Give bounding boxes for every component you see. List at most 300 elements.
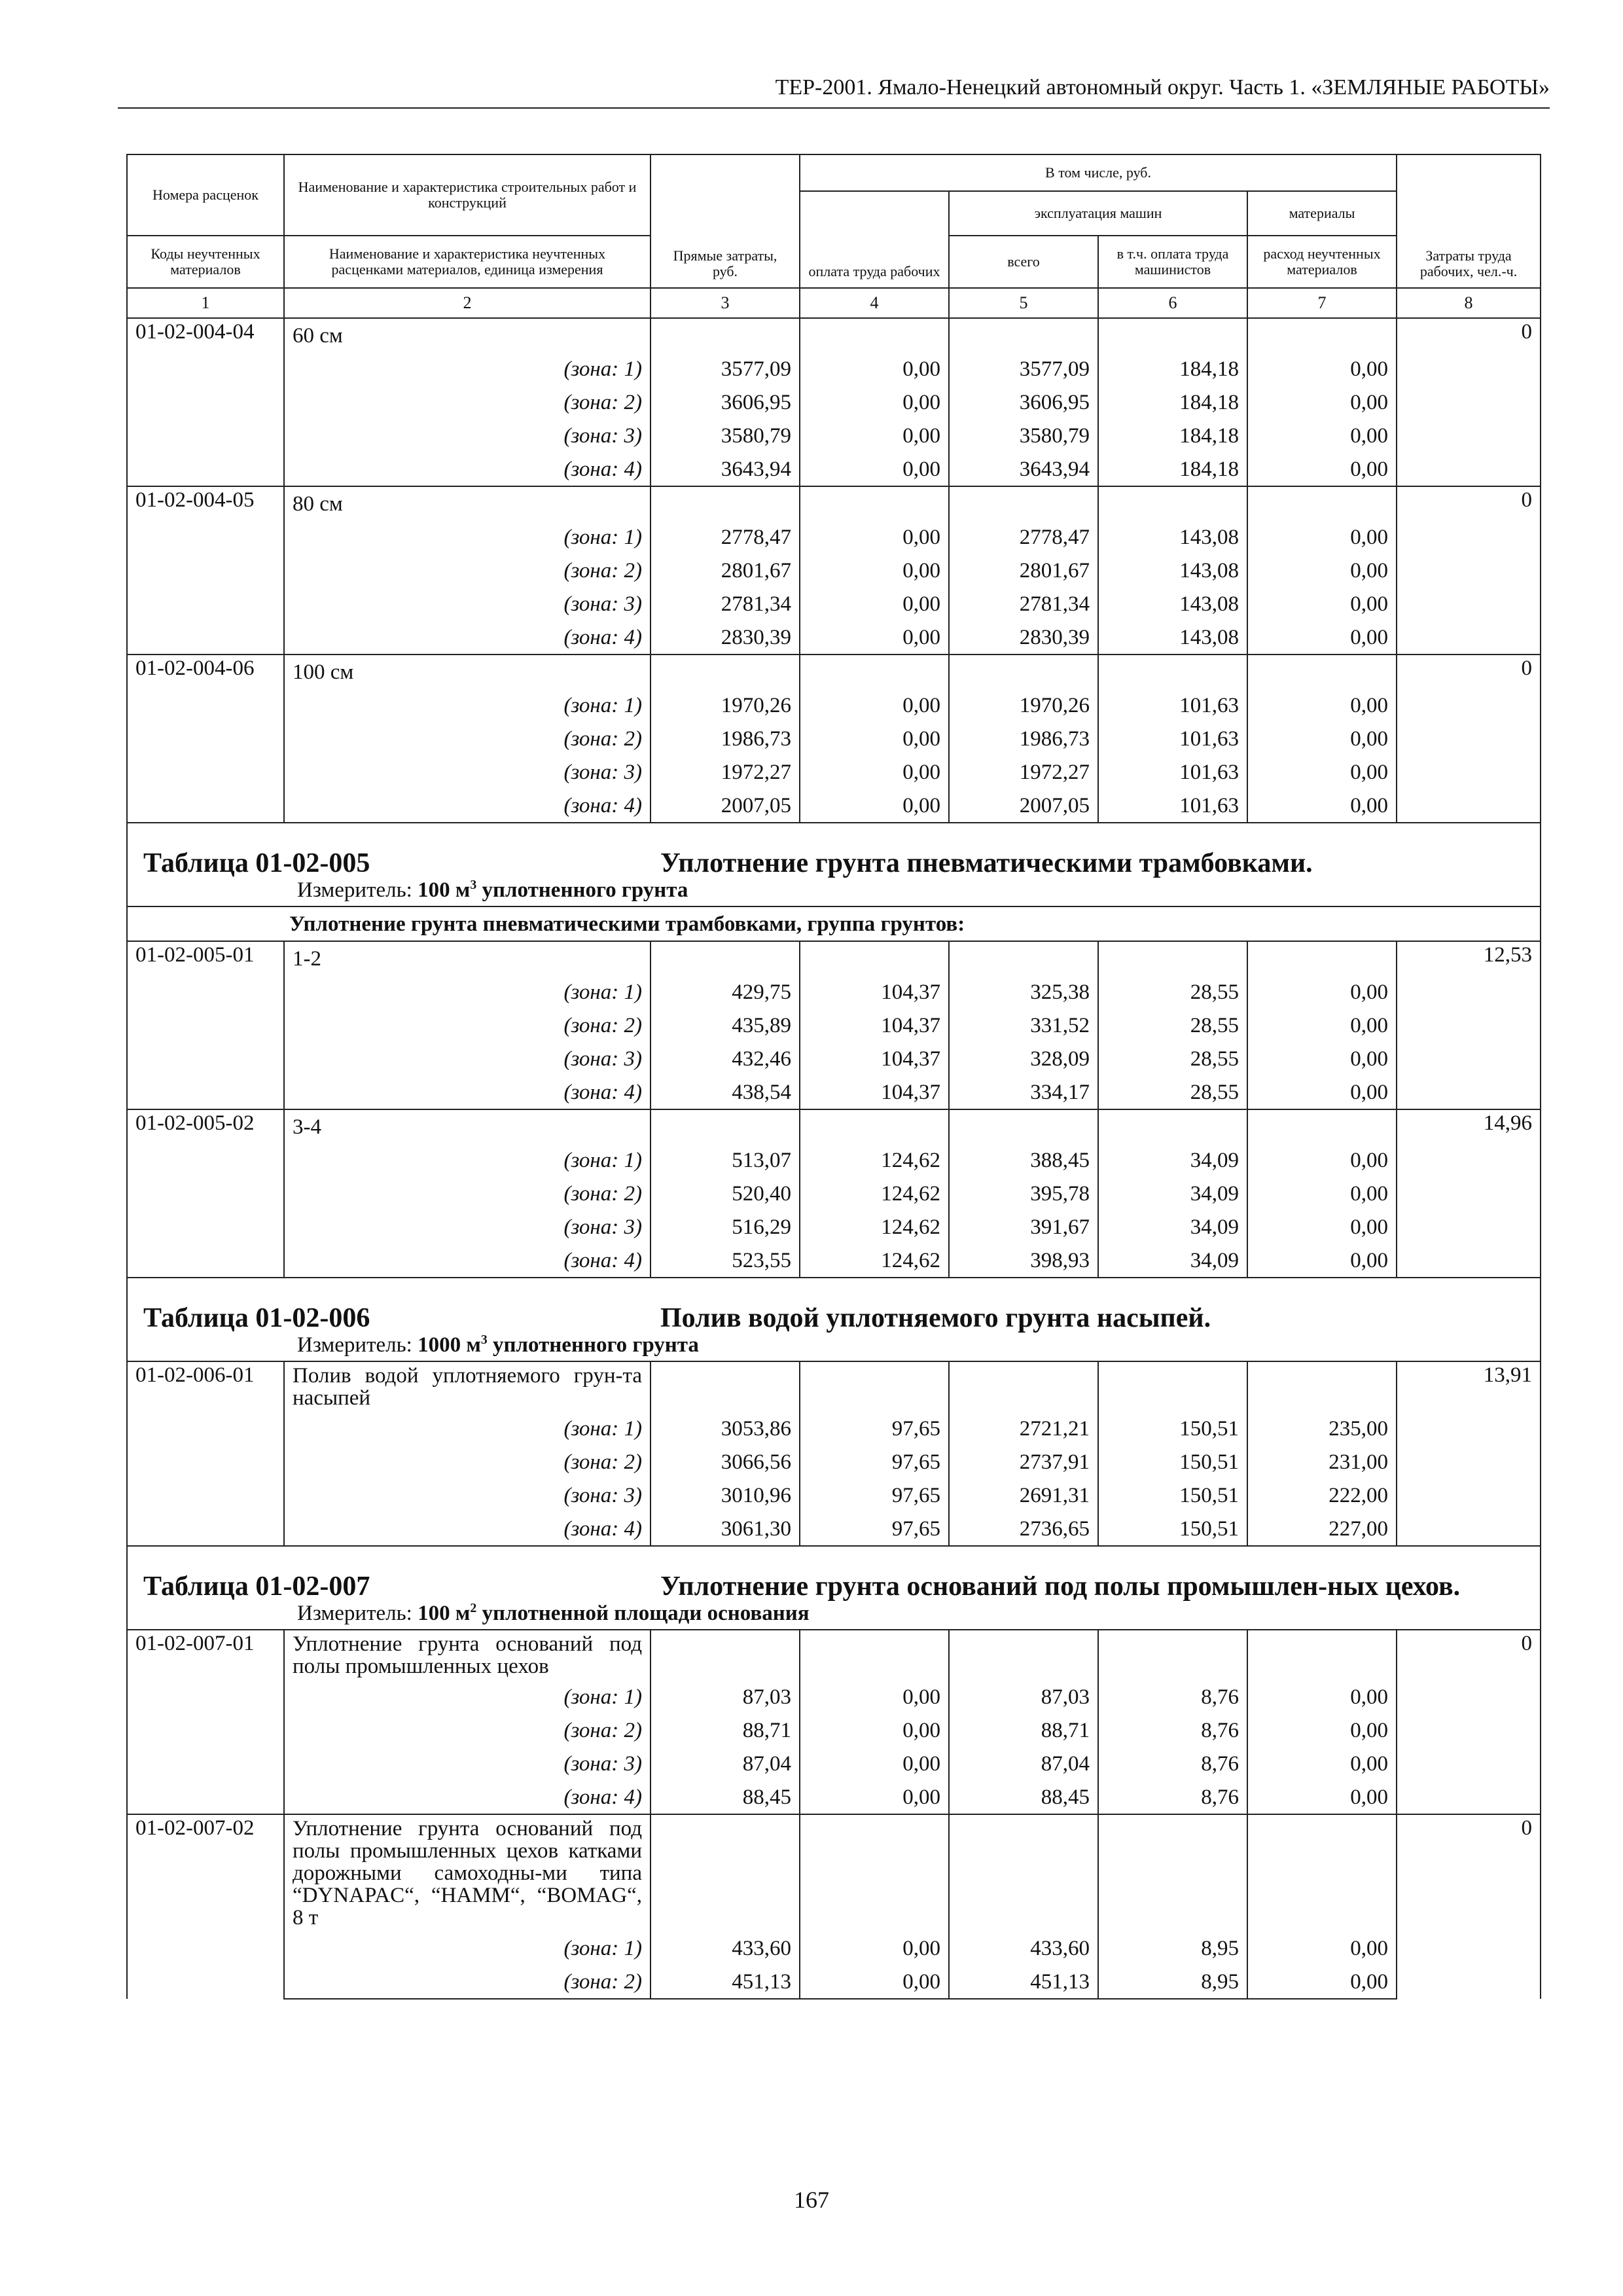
materials-cost: 0,00 bbox=[1247, 386, 1397, 419]
zone-row bbox=[127, 1680, 1541, 1713]
empty-cell bbox=[651, 941, 800, 975]
empty-cell bbox=[949, 1109, 1098, 1143]
direct-cost: 435,89 bbox=[651, 1009, 800, 1042]
wages-cost: 104,37 bbox=[800, 1009, 949, 1042]
unit-rest: уплотненного грунта bbox=[492, 1333, 699, 1357]
direct-cost: 520,40 bbox=[651, 1177, 800, 1210]
machinist-wages-cost: 28,55 bbox=[1098, 1042, 1247, 1075]
unit-value: 100 м bbox=[418, 1602, 471, 1625]
col-name-bottom: Наименование и характеристика неучтенных расценками материалов, единица измерения bbox=[284, 236, 651, 288]
machines-cost: 3580,79 bbox=[949, 419, 1098, 452]
machines-cost: 398,93 bbox=[949, 1244, 1098, 1278]
machinist-wages-cost: 150,51 bbox=[1098, 1412, 1247, 1445]
rate-name: Уплотнение грунта оснований под полы промышленных цехов катками дорожными самоходны-ми типа “DYNAPAC“, “HAMM“, “BOMAG“, 8 т bbox=[284, 1814, 651, 1931]
group-heading: Уплотнение грунта пневматическими трамбовками, группа грунтов: bbox=[127, 906, 1541, 941]
wages-cost: 124,62 bbox=[800, 1210, 949, 1244]
materials-cost: 0,00 bbox=[1247, 689, 1397, 722]
empty-cell bbox=[1098, 941, 1247, 975]
machinist-wages-cost: 184,18 bbox=[1098, 352, 1247, 386]
table-row bbox=[127, 1361, 1541, 1412]
empty-cell bbox=[1098, 1361, 1247, 1412]
materials-cost: 231,00 bbox=[1247, 1445, 1397, 1479]
rate-name: 60 см bbox=[284, 318, 651, 352]
materials-cost: 0,00 bbox=[1247, 789, 1397, 823]
machinist-wages-cost: 34,09 bbox=[1098, 1244, 1247, 1278]
col-number: 6 bbox=[1098, 288, 1247, 318]
zone-row bbox=[127, 452, 1541, 486]
empty-cell bbox=[1247, 941, 1397, 975]
zone-row bbox=[127, 386, 1541, 419]
machines-cost: 3606,95 bbox=[949, 386, 1098, 419]
empty-cell bbox=[1098, 318, 1247, 352]
machines-cost: 2778,47 bbox=[949, 520, 1098, 554]
empty-cell bbox=[1098, 1814, 1247, 1931]
zone-row bbox=[127, 1747, 1541, 1780]
machines-cost: 451,13 bbox=[949, 1965, 1098, 1999]
machinist-wages-cost: 101,63 bbox=[1098, 722, 1247, 755]
machinist-wages-cost: 34,09 bbox=[1098, 1210, 1247, 1244]
zone-label: (зона: 1) bbox=[284, 689, 651, 722]
col-number: 1 bbox=[127, 288, 284, 318]
wages-cost: 0,00 bbox=[800, 755, 949, 789]
page-number: 167 bbox=[794, 2187, 829, 2213]
zone-row bbox=[127, 1177, 1541, 1210]
labor-cost: 12,53 bbox=[1397, 941, 1541, 1109]
empty-cell bbox=[949, 1361, 1098, 1412]
wages-cost: 0,00 bbox=[800, 722, 949, 755]
machinist-wages-cost: 28,55 bbox=[1098, 1009, 1247, 1042]
zone-row bbox=[127, 1143, 1541, 1177]
zone-row bbox=[127, 554, 1541, 587]
machinist-wages-cost: 8,76 bbox=[1098, 1713, 1247, 1747]
wages-cost: 0,00 bbox=[800, 620, 949, 655]
table-title: Уплотнение грунта пневматическими трамбовками. bbox=[660, 848, 1313, 878]
unit-power: 3 bbox=[480, 1333, 488, 1347]
direct-cost: 516,29 bbox=[651, 1210, 800, 1244]
empty-cell bbox=[949, 1814, 1098, 1931]
zone-row bbox=[127, 1042, 1541, 1075]
wages-cost: 0,00 bbox=[800, 386, 949, 419]
direct-cost: 3643,94 bbox=[651, 452, 800, 486]
machines-cost: 325,38 bbox=[949, 975, 1098, 1009]
wages-cost: 104,37 bbox=[800, 1042, 949, 1075]
zone-row bbox=[127, 1244, 1541, 1278]
machinist-wages-cost: 8,95 bbox=[1098, 1965, 1247, 1999]
empty-cell bbox=[800, 1109, 949, 1143]
zone-row bbox=[127, 975, 1541, 1009]
col-name-top: Наименование и характеристика строительных работ и конструкций bbox=[284, 154, 651, 236]
table-row bbox=[127, 1630, 1541, 1680]
machines-cost: 88,45 bbox=[949, 1780, 1098, 1814]
wages-cost: 0,00 bbox=[800, 1965, 949, 1999]
direct-cost: 3061,30 bbox=[651, 1512, 800, 1546]
machines-cost: 395,78 bbox=[949, 1177, 1098, 1210]
zone-label: (зона: 2) bbox=[284, 1177, 651, 1210]
machines-cost: 2736,65 bbox=[949, 1512, 1098, 1546]
zone-label: (зона: 4) bbox=[284, 789, 651, 823]
materials-cost: 0,00 bbox=[1247, 1143, 1397, 1177]
section-unit bbox=[143, 877, 1524, 903]
machines-cost: 2781,34 bbox=[949, 587, 1098, 620]
direct-cost: 87,03 bbox=[651, 1680, 800, 1713]
zone-label: (зона: 3) bbox=[284, 1042, 651, 1075]
empty-cell bbox=[800, 486, 949, 520]
unit-power: 3 bbox=[470, 878, 477, 892]
machinist-wages-cost: 150,51 bbox=[1098, 1479, 1247, 1512]
machines-cost: 334,17 bbox=[949, 1075, 1098, 1109]
rate-name: Уплотнение грунта оснований под полы промышленных цехов bbox=[284, 1630, 651, 1680]
zone-row bbox=[127, 352, 1541, 386]
section-cell bbox=[127, 823, 1541, 906]
materials-cost: 227,00 bbox=[1247, 1512, 1397, 1546]
machines-cost: 2801,67 bbox=[949, 554, 1098, 587]
materials-cost: 0,00 bbox=[1247, 520, 1397, 554]
rate-name: Полив водой уплотняемого грун-та насыпей bbox=[284, 1361, 651, 1412]
table-section bbox=[127, 1546, 1541, 1630]
empty-cell bbox=[800, 1814, 949, 1931]
materials-cost: 0,00 bbox=[1247, 554, 1397, 587]
zone-row bbox=[127, 1075, 1541, 1109]
machinist-wages-cost: 143,08 bbox=[1098, 620, 1247, 655]
col-number: 2 bbox=[284, 288, 651, 318]
empty-cell bbox=[651, 1109, 800, 1143]
table-id: Таблица 01-02-006 bbox=[143, 1303, 370, 1333]
col-number: 5 bbox=[949, 288, 1098, 318]
wages-cost: 0,00 bbox=[800, 1747, 949, 1780]
group-heading-row bbox=[127, 906, 1541, 941]
unit-value-wrap bbox=[418, 878, 688, 902]
section-cell bbox=[127, 1278, 1541, 1361]
direct-cost: 3010,96 bbox=[651, 1479, 800, 1512]
zone-row bbox=[127, 520, 1541, 554]
section-title bbox=[143, 1573, 1524, 1600]
materials-cost: 0,00 bbox=[1247, 1780, 1397, 1814]
machines-cost: 2691,31 bbox=[949, 1479, 1098, 1512]
direct-cost: 513,07 bbox=[651, 1143, 800, 1177]
materials-cost: 0,00 bbox=[1247, 1680, 1397, 1713]
rate-name: 80 см bbox=[284, 486, 651, 520]
zone-label: (зона: 1) bbox=[284, 1143, 651, 1177]
machinist-wages-cost: 28,55 bbox=[1098, 1075, 1247, 1109]
materials-cost: 0,00 bbox=[1247, 1747, 1397, 1780]
machines-cost: 2737,91 bbox=[949, 1445, 1098, 1479]
direct-cost: 432,46 bbox=[651, 1042, 800, 1075]
empty-cell bbox=[1247, 1109, 1397, 1143]
wages-cost: 0,00 bbox=[800, 587, 949, 620]
col-machinist-wages: в т.ч. оплата труда машинистов bbox=[1098, 236, 1247, 288]
empty-cell bbox=[1247, 1361, 1397, 1412]
wages-cost: 124,62 bbox=[800, 1244, 949, 1278]
empty-cell bbox=[800, 1630, 949, 1680]
zone-label: (зона: 1) bbox=[284, 1931, 651, 1965]
machinist-wages-cost: 28,55 bbox=[1098, 975, 1247, 1009]
table-row bbox=[127, 486, 1541, 520]
col-machines: эксплуатация машин bbox=[949, 191, 1247, 236]
table-section bbox=[127, 823, 1541, 906]
wages-cost: 0,00 bbox=[800, 452, 949, 486]
machines-cost: 391,67 bbox=[949, 1210, 1098, 1244]
materials-cost: 235,00 bbox=[1247, 1412, 1397, 1445]
materials-cost: 0,00 bbox=[1247, 419, 1397, 452]
zone-row bbox=[127, 1780, 1541, 1814]
labor-cost: 0 bbox=[1397, 655, 1541, 823]
zone-label: (зона: 2) bbox=[284, 1965, 651, 1999]
empty-cell bbox=[800, 941, 949, 975]
machinist-wages-cost: 34,09 bbox=[1098, 1177, 1247, 1210]
table-section bbox=[127, 1278, 1541, 1361]
table-title: Полив водой уплотняемого грунта насыпей. bbox=[660, 1303, 1211, 1333]
empty-cell bbox=[949, 486, 1098, 520]
direct-cost: 433,60 bbox=[651, 1931, 800, 1965]
direct-cost: 429,75 bbox=[651, 975, 800, 1009]
materials-cost: 0,00 bbox=[1247, 1931, 1397, 1965]
machinist-wages-cost: 8,95 bbox=[1098, 1931, 1247, 1965]
machinist-wages-cost: 184,18 bbox=[1098, 386, 1247, 419]
materials-cost: 0,00 bbox=[1247, 1210, 1397, 1244]
materials-cost: 0,00 bbox=[1247, 620, 1397, 655]
table-title: Уплотнение грунта оснований под полы промышлен-ных цехов. bbox=[660, 1571, 1461, 1602]
zone-label: (зона: 2) bbox=[284, 722, 651, 755]
machines-cost: 1986,73 bbox=[949, 722, 1098, 755]
wages-cost: 0,00 bbox=[800, 689, 949, 722]
rate-name: 100 см bbox=[284, 655, 651, 689]
wages-cost: 124,62 bbox=[800, 1143, 949, 1177]
zone-label: (зона: 4) bbox=[284, 1075, 651, 1109]
col-number: 8 bbox=[1397, 288, 1541, 318]
section-unit bbox=[143, 1332, 1524, 1358]
zone-label: (зона: 2) bbox=[284, 1009, 651, 1042]
table-header bbox=[127, 154, 1541, 318]
empty-cell bbox=[800, 1361, 949, 1412]
unit-label: Измеритель: bbox=[297, 878, 412, 902]
machines-cost: 3577,09 bbox=[949, 352, 1098, 386]
empty-cell bbox=[800, 655, 949, 689]
empty-cell bbox=[800, 318, 949, 352]
direct-cost: 3580,79 bbox=[651, 419, 800, 452]
col-including: В том числе, руб. bbox=[800, 154, 1397, 191]
wages-cost: 0,00 bbox=[800, 554, 949, 587]
materials-cost: 0,00 bbox=[1247, 1009, 1397, 1042]
section-heading bbox=[135, 823, 1532, 906]
empty-cell bbox=[1098, 486, 1247, 520]
zone-label: (зона: 3) bbox=[284, 755, 651, 789]
machines-cost: 2007,05 bbox=[949, 789, 1098, 823]
machinist-wages-cost: 184,18 bbox=[1098, 419, 1247, 452]
empty-cell bbox=[651, 1814, 800, 1931]
direct-cost: 88,45 bbox=[651, 1780, 800, 1814]
zone-row bbox=[127, 755, 1541, 789]
rate-code: 01-02-007-01 bbox=[127, 1630, 284, 1814]
machinist-wages-cost: 8,76 bbox=[1098, 1680, 1247, 1713]
zone-row bbox=[127, 1931, 1541, 1965]
rate-code: 01-02-005-02 bbox=[127, 1109, 284, 1278]
zone-row bbox=[127, 587, 1541, 620]
zone-row bbox=[127, 722, 1541, 755]
zone-row bbox=[127, 1479, 1541, 1512]
empty-cell bbox=[1247, 1814, 1397, 1931]
table-row bbox=[127, 1814, 1541, 1931]
machinist-wages-cost: 8,76 bbox=[1098, 1747, 1247, 1780]
empty-cell bbox=[651, 1630, 800, 1680]
direct-cost: 523,55 bbox=[651, 1244, 800, 1278]
unit-label: Измеритель: bbox=[297, 1602, 412, 1625]
zone-row bbox=[127, 1445, 1541, 1479]
direct-cost: 2007,05 bbox=[651, 789, 800, 823]
empty-cell bbox=[651, 318, 800, 352]
table-row bbox=[127, 941, 1541, 975]
empty-cell bbox=[1098, 1630, 1247, 1680]
zone-row bbox=[127, 419, 1541, 452]
zone-row bbox=[127, 1713, 1541, 1747]
materials-cost: 0,00 bbox=[1247, 1965, 1397, 1999]
empty-cell bbox=[651, 655, 800, 689]
price-table bbox=[126, 154, 1541, 2000]
col-wages: оплата труда рабочих bbox=[800, 191, 949, 288]
materials-cost: 0,00 bbox=[1247, 1244, 1397, 1278]
zone-label: (зона: 1) bbox=[284, 975, 651, 1009]
rate-code: 01-02-005-01 bbox=[127, 941, 284, 1109]
rate-code: 01-02-004-04 bbox=[127, 318, 284, 486]
zone-row bbox=[127, 620, 1541, 655]
zone-label: (зона: 1) bbox=[284, 520, 651, 554]
rate-name: 1-2 bbox=[284, 941, 651, 975]
empty-cell bbox=[1098, 1109, 1247, 1143]
zone-label: (зона: 2) bbox=[284, 1445, 651, 1479]
zone-label: (зона: 4) bbox=[284, 1244, 651, 1278]
empty-cell bbox=[1247, 318, 1397, 352]
wages-cost: 0,00 bbox=[800, 352, 949, 386]
materials-cost: 0,00 bbox=[1247, 1713, 1397, 1747]
wages-cost: 0,00 bbox=[800, 1680, 949, 1713]
col-materials-unaccounted: расход неучтенных материалов bbox=[1247, 236, 1397, 288]
materials-cost: 0,00 bbox=[1247, 755, 1397, 789]
direct-cost: 88,71 bbox=[651, 1713, 800, 1747]
unit-label: Измеритель: bbox=[297, 1333, 412, 1357]
machines-cost: 2721,21 bbox=[949, 1412, 1098, 1445]
machines-cost: 1972,27 bbox=[949, 755, 1098, 789]
table-id: Таблица 01-02-005 bbox=[143, 848, 370, 878]
machines-cost: 87,04 bbox=[949, 1747, 1098, 1780]
zone-label: (зона: 3) bbox=[284, 587, 651, 620]
machinist-wages-cost: 101,63 bbox=[1098, 755, 1247, 789]
empty-cell bbox=[651, 1361, 800, 1412]
zone-label: (зона: 4) bbox=[284, 452, 651, 486]
zone-row bbox=[127, 1412, 1541, 1445]
wages-cost: 104,37 bbox=[800, 975, 949, 1009]
machines-cost: 388,45 bbox=[949, 1143, 1098, 1177]
materials-cost: 0,00 bbox=[1247, 352, 1397, 386]
machines-cost: 87,03 bbox=[949, 1680, 1098, 1713]
table-row bbox=[127, 1109, 1541, 1143]
section-title bbox=[143, 850, 1524, 877]
rate-code: 01-02-004-05 bbox=[127, 486, 284, 655]
direct-cost: 1970,26 bbox=[651, 689, 800, 722]
direct-cost: 2778,47 bbox=[651, 520, 800, 554]
machines-cost: 2830,39 bbox=[949, 620, 1098, 655]
empty-cell bbox=[1247, 1630, 1397, 1680]
machines-cost: 331,52 bbox=[949, 1009, 1098, 1042]
section-cell bbox=[127, 1546, 1541, 1630]
direct-cost: 438,54 bbox=[651, 1075, 800, 1109]
materials-cost: 0,00 bbox=[1247, 1042, 1397, 1075]
empty-cell bbox=[1098, 655, 1247, 689]
machinist-wages-cost: 150,51 bbox=[1098, 1512, 1247, 1546]
section-unit bbox=[143, 1600, 1524, 1626]
direct-cost: 3577,09 bbox=[651, 352, 800, 386]
unit-rest: уплотненной площади основания bbox=[482, 1602, 810, 1625]
labor-cost: 0 bbox=[1397, 486, 1541, 655]
unit-value-wrap bbox=[418, 1333, 699, 1357]
wages-cost: 124,62 bbox=[800, 1177, 949, 1210]
empty-cell bbox=[949, 941, 1098, 975]
col-machines-total: всего bbox=[949, 236, 1098, 288]
col-number: 3 bbox=[651, 288, 800, 318]
col-number: 7 bbox=[1247, 288, 1397, 318]
empty-cell bbox=[949, 1630, 1098, 1680]
materials-cost: 0,00 bbox=[1247, 587, 1397, 620]
zone-label: (зона: 1) bbox=[284, 1680, 651, 1713]
section-heading bbox=[135, 1547, 1532, 1629]
machinist-wages-cost: 143,08 bbox=[1098, 520, 1247, 554]
direct-cost: 3066,56 bbox=[651, 1445, 800, 1479]
zone-row bbox=[127, 689, 1541, 722]
wages-cost: 97,65 bbox=[800, 1512, 949, 1546]
labor-cost: 0 bbox=[1397, 318, 1541, 486]
running-header: ТЕР-2001. Ямало-Ненецкий автономный округ. Часть 1. «ЗЕМЛЯНЫЕ РАБОТЫ» bbox=[118, 73, 1550, 109]
unit-value: 100 м bbox=[418, 878, 471, 902]
empty-cell bbox=[1247, 486, 1397, 520]
table-body bbox=[127, 318, 1541, 1999]
unit-value-wrap bbox=[418, 1602, 810, 1625]
labor-cost: 14,96 bbox=[1397, 1109, 1541, 1278]
machinist-wages-cost: 8,76 bbox=[1098, 1780, 1247, 1814]
rate-code: 01-02-004-06 bbox=[127, 655, 284, 823]
machinist-wages-cost: 150,51 bbox=[1098, 1445, 1247, 1479]
empty-cell bbox=[949, 655, 1098, 689]
direct-cost: 451,13 bbox=[651, 1965, 800, 1999]
col-code-top: Номера расценок bbox=[127, 154, 284, 236]
zone-label: (зона: 3) bbox=[284, 419, 651, 452]
unit-power: 2 bbox=[470, 1601, 477, 1615]
direct-cost: 2830,39 bbox=[651, 620, 800, 655]
col-labor: Затраты труда рабочих, чел.-ч. bbox=[1397, 154, 1541, 288]
zone-row bbox=[127, 1512, 1541, 1546]
zone-label: (зона: 2) bbox=[284, 554, 651, 587]
materials-cost: 222,00 bbox=[1247, 1479, 1397, 1512]
zone-label: (зона: 4) bbox=[284, 1512, 651, 1546]
machines-cost: 328,09 bbox=[949, 1042, 1098, 1075]
zone-label: (зона: 3) bbox=[284, 1747, 651, 1780]
empty-cell bbox=[1247, 655, 1397, 689]
empty-cell bbox=[949, 318, 1098, 352]
machinist-wages-cost: 101,63 bbox=[1098, 689, 1247, 722]
direct-cost: 2781,34 bbox=[651, 587, 800, 620]
wages-cost: 0,00 bbox=[800, 1780, 949, 1814]
machinist-wages-cost: 143,08 bbox=[1098, 587, 1247, 620]
direct-cost: 2801,67 bbox=[651, 554, 800, 587]
rate-name: 3-4 bbox=[284, 1109, 651, 1143]
wages-cost: 0,00 bbox=[800, 419, 949, 452]
table-row bbox=[127, 318, 1541, 352]
zone-label: (зона: 3) bbox=[284, 1210, 651, 1244]
direct-cost: 3053,86 bbox=[651, 1412, 800, 1445]
materials-cost: 0,00 bbox=[1247, 722, 1397, 755]
zone-row bbox=[127, 789, 1541, 823]
wages-cost: 0,00 bbox=[800, 1931, 949, 1965]
rate-code: 01-02-006-01 bbox=[127, 1361, 284, 1546]
direct-cost: 3606,95 bbox=[651, 386, 800, 419]
machines-cost: 3643,94 bbox=[949, 452, 1098, 486]
